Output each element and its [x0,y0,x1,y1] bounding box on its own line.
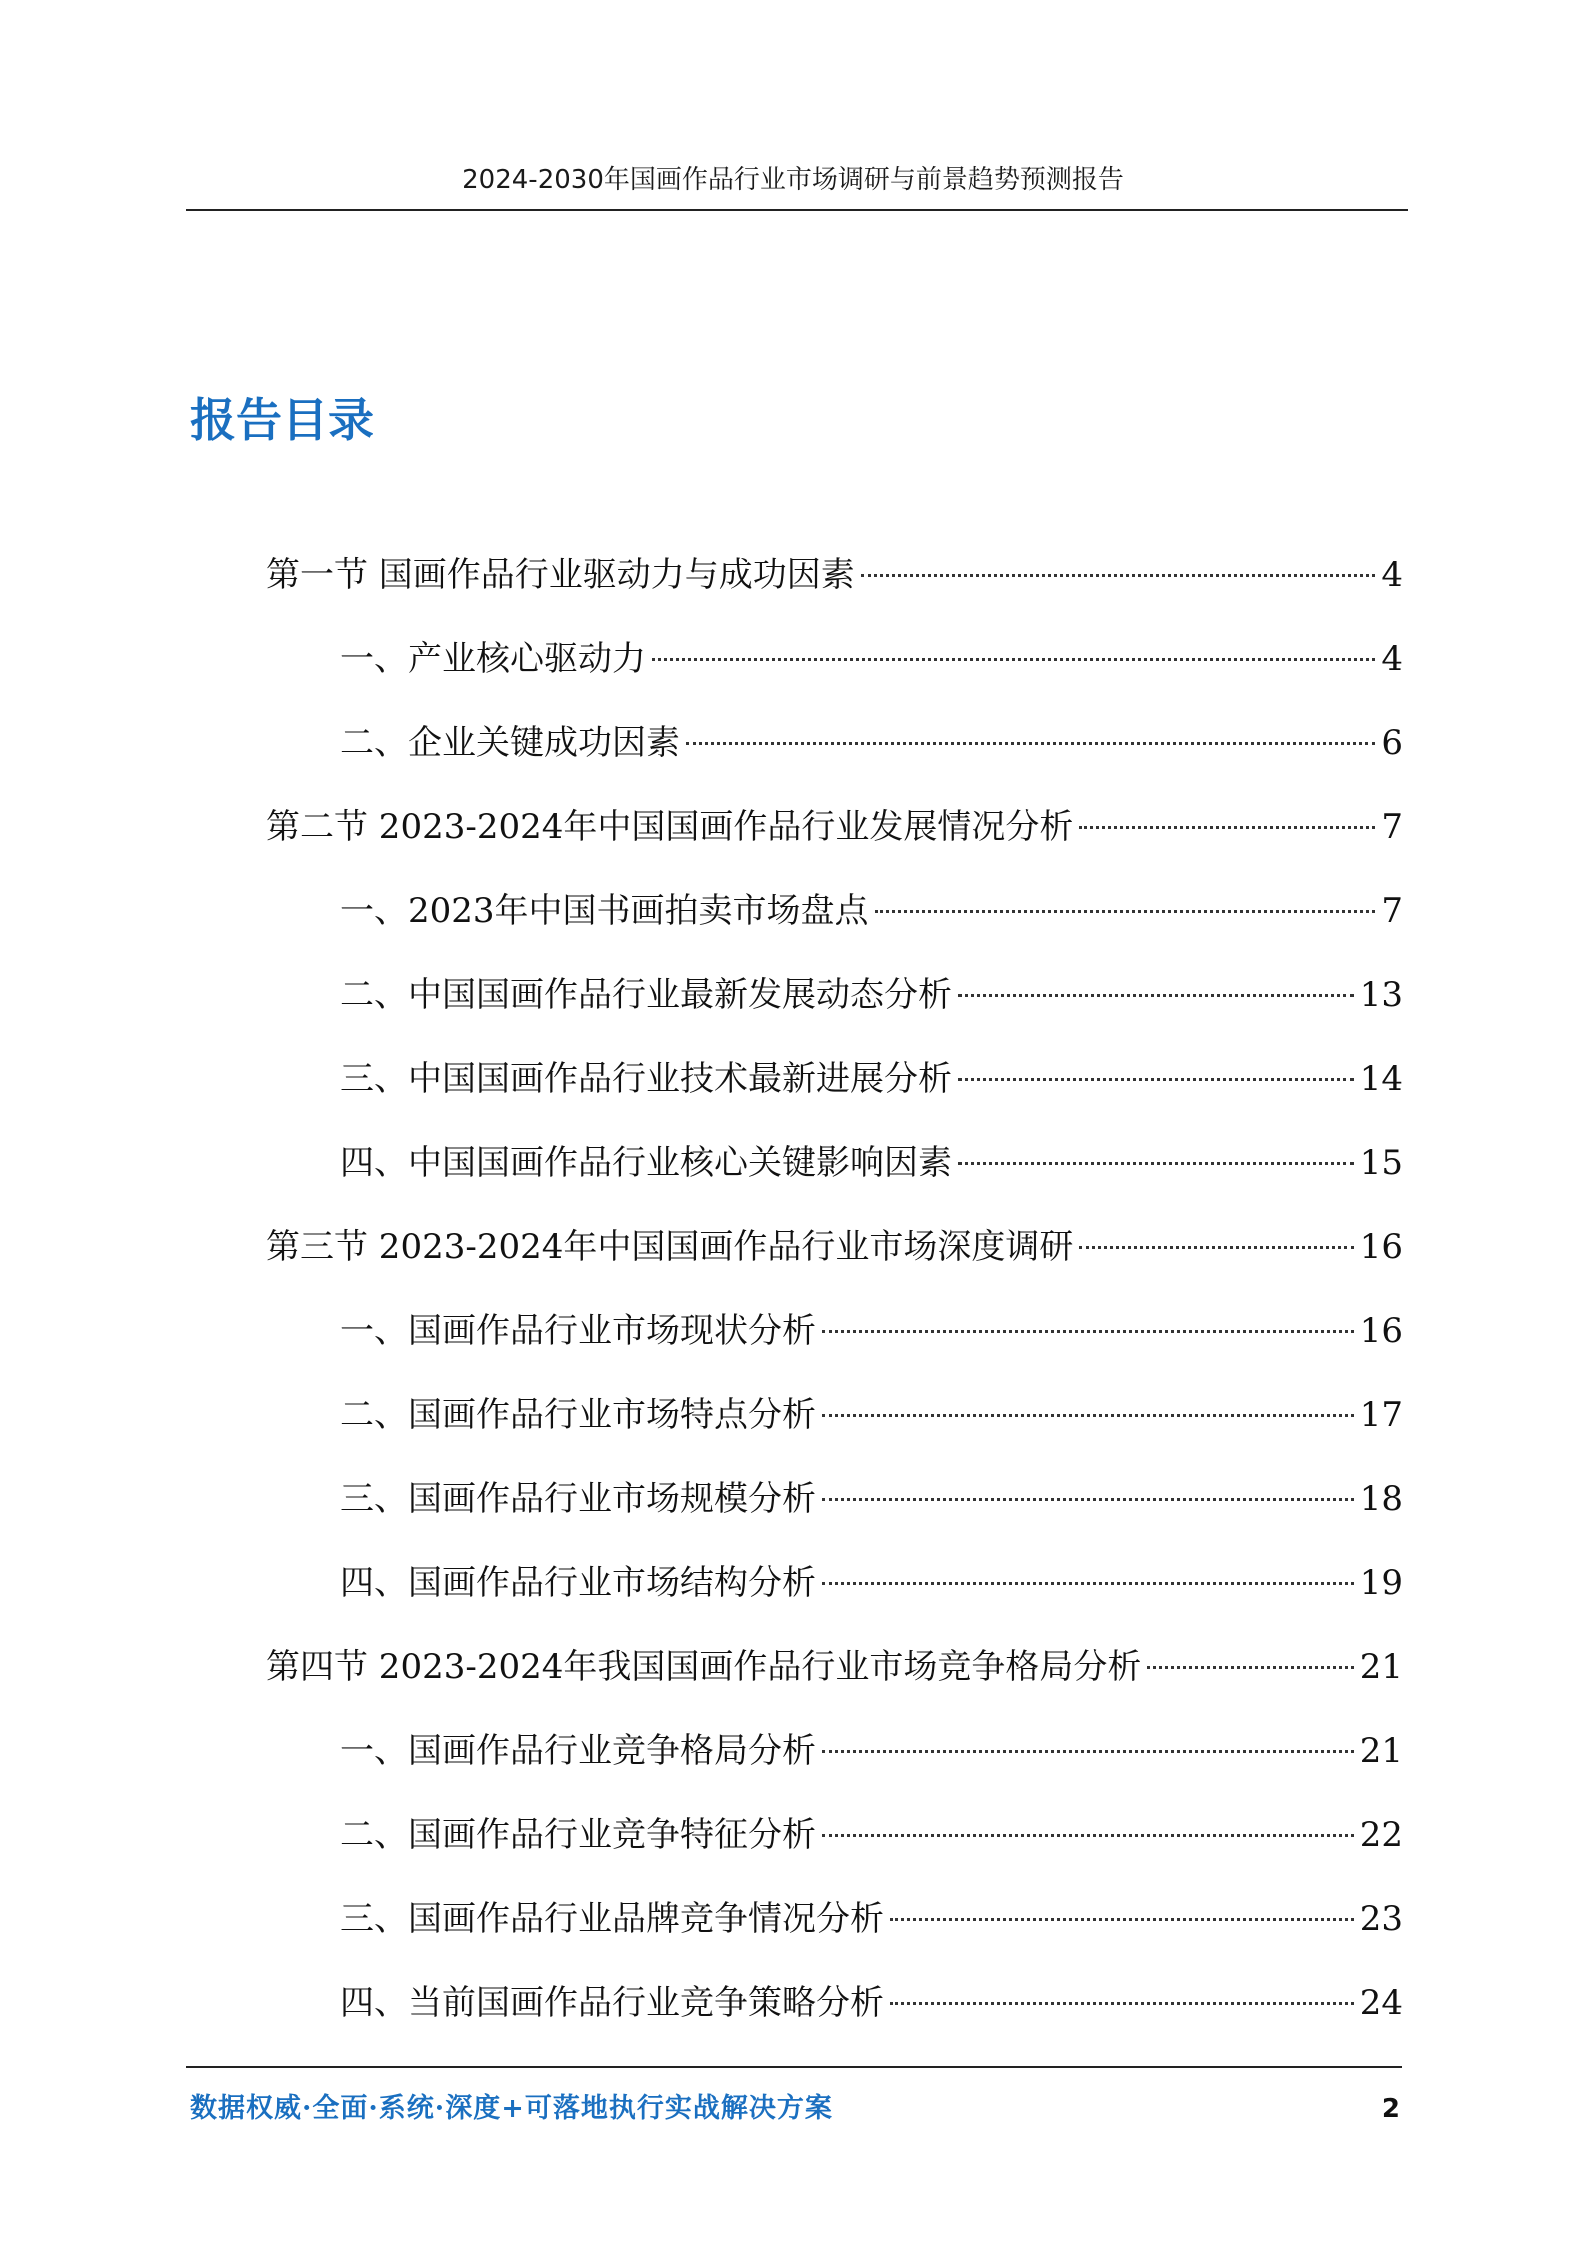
toc-entry-label: 一、国画作品行业竞争格局分析 [340,1731,816,1771]
toc-entry-3-3[interactable] [340,1474,1403,1524]
toc-entry-3-1[interactable] [340,1306,1403,1356]
toc-dot-leader [822,1582,1354,1585]
toc-entry-label: 一、国画作品行业市场现状分析 [340,1311,816,1351]
toc-entry-section-1[interactable] [266,550,1403,600]
toc-dot-leader [822,1834,1354,1837]
toc-entry-label: 四、当前国画作品行业竞争策略分析 [340,1983,884,2023]
toc-heading: 报告目录 [190,393,374,447]
toc-entry-section-2[interactable] [266,802,1403,852]
toc-entry-page: 13 [1359,975,1403,1015]
toc-entry-1-1[interactable] [340,634,1403,684]
toc-entry-label: 二、国画作品行业竞争特征分析 [340,1815,816,1855]
toc-entry-label: 二、企业关键成功因素 [340,723,680,763]
toc-entry-section-3[interactable] [266,1222,1403,1272]
toc-dot-leader [822,1414,1354,1417]
toc-entry-page: 16 [1359,1311,1403,1351]
toc-entry-4-1[interactable] [340,1726,1403,1776]
toc-entry-page: 21 [1359,1731,1403,1771]
toc-entry-page: 19 [1359,1563,1403,1603]
footer-divider [186,2066,1402,2068]
toc-dot-leader [958,1078,1354,1081]
toc-dot-leader [652,658,1375,661]
toc-dot-leader [890,2002,1354,2005]
toc-dot-leader [1147,1666,1353,1669]
toc-dot-leader [822,1750,1354,1753]
toc-dot-leader [958,994,1354,997]
toc-entry-page: 23 [1359,1899,1403,1939]
toc-dot-leader [890,1918,1354,1921]
toc-entry-label: 二、中国国画作品行业最新发展动态分析 [340,975,952,1015]
toc-entry-label: 第一节 国画作品行业驱动力与成功因素 [266,555,855,595]
toc-entry-3-4[interactable] [340,1558,1403,1608]
toc-entry-page: 7 [1381,807,1403,847]
toc-entry-3-2[interactable] [340,1390,1403,1440]
toc-entry-page: 24 [1359,1983,1403,2023]
toc-entry-2-4[interactable] [340,1138,1403,1188]
toc-entry-4-3[interactable] [340,1894,1403,1944]
toc-entry-label: 第四节 2023-2024年我国国画作品行业市场竞争格局分析 [266,1647,1142,1687]
toc-dot-leader [861,574,1376,577]
header-title: 2024-2030年国画作品行业市场调研与前景趋势预测报告 [462,165,1124,195]
toc-entry-page: 22 [1359,1815,1403,1855]
toc-entry-page: 14 [1359,1059,1403,1099]
toc-entry-label: 三、中国国画作品行业技术最新进展分析 [340,1059,952,1099]
toc-entry-label: 一、2023年中国书画拍卖市场盘点 [340,891,869,931]
header-divider [186,209,1408,211]
toc-entry-label: 二、国画作品行业市场特点分析 [340,1395,816,1435]
toc-entry-section-4[interactable] [266,1642,1403,1692]
toc-entry-1-2[interactable] [340,718,1403,768]
toc-entry-label: 三、国画作品行业品牌竞争情况分析 [340,1899,884,1939]
toc-entry-label: 第三节 2023-2024年中国国画作品行业市场深度调研 [266,1227,1074,1267]
toc-entry-label: 四、中国国画作品行业核心关键影响因素 [340,1143,952,1183]
toc-entry-page: 18 [1359,1479,1403,1519]
toc-dot-leader [1079,826,1375,829]
toc-dot-leader [822,1498,1354,1501]
toc-entry-2-3[interactable] [340,1054,1403,1104]
toc-entry-2-2[interactable] [340,970,1403,1020]
toc-dot-leader [822,1330,1354,1333]
toc-entry-4-4[interactable] [340,1978,1403,2028]
toc-entry-page: 16 [1359,1227,1403,1267]
toc-entry-label: 第二节 2023-2024年中国国画作品行业发展情况分析 [266,807,1074,847]
page-number: 2 [1381,2094,1400,2124]
footer-slogan: 数据权威·全面·系统·深度+可落地执行实战解决方案 [190,2093,833,2124]
toc-entry-page: 21 [1359,1647,1403,1687]
toc-entry-label: 三、国画作品行业市场规模分析 [340,1479,816,1519]
toc-entry-page: 17 [1359,1395,1403,1435]
toc-dot-leader [958,1162,1354,1165]
toc-dot-leader [1079,1246,1353,1249]
toc-entry-label: 一、产业核心驱动力 [340,639,646,679]
toc-entry-label: 四、国画作品行业市场结构分析 [340,1563,816,1603]
toc-entry-2-1[interactable] [340,886,1403,936]
toc-entry-page: 15 [1359,1143,1403,1183]
toc-entry-page: 6 [1381,723,1403,763]
toc-entry-page: 7 [1381,891,1403,931]
toc-dot-leader [875,910,1376,913]
toc-entry-page: 4 [1381,639,1403,679]
toc-entry-4-2[interactable] [340,1810,1403,1860]
toc-dot-leader [686,742,1375,745]
toc-entry-page: 4 [1381,555,1403,595]
